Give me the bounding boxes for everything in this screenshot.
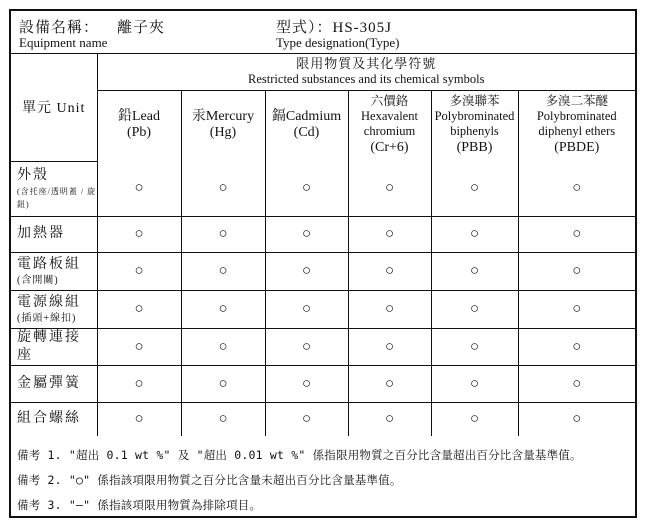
table-row <box>11 328 635 365</box>
substance-status-cell <box>431 216 518 252</box>
substance-status-cell <box>265 328 348 365</box>
not-exceeding-circle-icon: ○ <box>134 226 144 242</box>
not-exceeding-circle-icon: ○ <box>384 375 395 392</box>
not-exceeding-circle-icon: ○ <box>301 375 312 392</box>
substance-status-cell <box>97 328 181 365</box>
substance-status-cell <box>181 365 265 402</box>
not-exceeding-circle-icon: ○ <box>572 338 582 355</box>
substance-name-line: chromium <box>363 124 416 139</box>
unit-note: (插頭+線扣) <box>17 312 77 324</box>
not-exceeding-circle-icon: ○ <box>301 301 312 317</box>
remark-1: 備考 1. "超出 0.1 wt %" 及 "超出 0.01 wt %" 係指限用物質之百分比含量超出百分比含量基準值。 <box>17 448 582 462</box>
not-exceeding-circle-icon: ○ <box>572 226 582 242</box>
substance-name-line: 汞Mercury <box>191 109 255 125</box>
substance-status-cell <box>265 290 348 328</box>
substance-status-cell <box>265 402 348 436</box>
rohs-declaration-sheet <box>9 9 637 518</box>
substance-status-cell <box>265 216 348 252</box>
substance-status-cell <box>97 365 181 402</box>
not-exceeding-circle-icon: ○ <box>134 301 144 317</box>
unit-name: 組合螺絲 <box>17 411 81 427</box>
substance-status-cell <box>97 290 181 328</box>
table-row <box>11 161 635 216</box>
substance-name-line: Polybrominated <box>536 109 617 124</box>
substance-status-cell <box>265 161 348 216</box>
not-exceeding-circle-icon: ○ <box>469 411 480 428</box>
not-exceeding-circle-icon: ○ <box>572 375 582 392</box>
not-exceeding-circle-icon: ○ <box>218 338 228 355</box>
unit-cell <box>11 290 97 328</box>
substance-name-line: diphenyl ethers <box>538 124 616 139</box>
substance-name-line: Hexavalent <box>361 109 418 124</box>
substance-status-cell <box>348 365 431 402</box>
not-exceeding-circle-icon: ○ <box>572 180 582 197</box>
table-row <box>11 252 635 290</box>
not-exceeding-circle-icon: ○ <box>134 263 144 279</box>
substance-status-cell <box>348 328 431 365</box>
unit-name: 電源線組 <box>17 294 81 310</box>
substance-status-cell <box>97 402 181 436</box>
substance-status-cell <box>431 365 518 402</box>
not-exceeding-circle-icon: ○ <box>469 338 480 355</box>
not-exceeding-circle-icon: ○ <box>134 411 144 428</box>
substance-symbol: (Pb) <box>126 125 152 141</box>
substance-status-cell <box>181 290 265 328</box>
substance-status-cell <box>181 161 265 216</box>
substance-status-cell <box>348 252 431 290</box>
not-exceeding-circle-icon: ○ <box>469 226 480 242</box>
unit-column-header: 單元 Unit <box>11 53 97 161</box>
not-exceeding-circle-icon: ○ <box>384 263 395 279</box>
unit-name: 旋轉連接座 <box>17 329 81 363</box>
unit-name: 電路板組 <box>17 256 81 272</box>
not-exceeding-circle-icon: ○ <box>469 301 480 317</box>
substance-name-line: 鎘Cadmium <box>271 109 342 125</box>
not-exceeding-circle-icon: ○ <box>301 411 312 428</box>
not-exceeding-circle-icon: ○ <box>301 338 312 355</box>
unit-cell <box>11 402 97 436</box>
equipment-name-label-en: Equipment name <box>19 35 108 50</box>
not-exceeding-circle-icon: ○ <box>218 411 228 428</box>
table-row <box>11 365 635 402</box>
substance-name-line: 多溴二苯醚 <box>545 94 609 109</box>
substance-status-cell <box>265 365 348 402</box>
substance-status-cell <box>265 252 348 290</box>
unit-name: 金屬彈簧 <box>17 375 81 391</box>
unit-note: (含托座/透明蓋 / 旋鈕) <box>17 186 97 209</box>
substance-status-cell <box>181 252 265 290</box>
not-exceeding-circle-icon: ○ <box>384 301 395 317</box>
substance-status-cell <box>97 216 181 252</box>
substance-status-cell <box>431 161 518 216</box>
not-exceeding-circle-icon: ○ <box>301 180 312 197</box>
substance-header-5 <box>518 90 635 161</box>
restricted-substances-title-en: Restricted substances and its chemical symbols <box>248 71 485 86</box>
substance-name-line: biphenyls <box>450 124 499 139</box>
not-exceeding-circle-icon: ○ <box>572 263 582 279</box>
substance-header-2 <box>265 90 348 161</box>
substance-name-line: 多溴聯苯 <box>449 94 500 109</box>
unit-cell <box>11 161 97 216</box>
substance-header-0 <box>97 90 181 161</box>
table-row <box>11 402 635 436</box>
not-exceeding-circle-icon: ○ <box>218 226 228 242</box>
not-exceeding-circle-icon: ○ <box>384 226 395 242</box>
table-row <box>11 290 635 328</box>
substance-status-cell <box>518 365 635 402</box>
substance-status-cell <box>518 328 635 365</box>
substance-symbol: (Hg) <box>209 125 237 141</box>
substance-status-cell <box>431 328 518 365</box>
substance-status-cell <box>348 216 431 252</box>
unit-cell <box>11 328 97 365</box>
table-row <box>11 216 635 252</box>
not-exceeding-circle-icon: ○ <box>218 375 228 392</box>
document-header <box>11 11 635 54</box>
substance-name-line: 六價鉻 <box>370 94 409 109</box>
substance-header-1 <box>181 90 265 161</box>
not-exceeding-circle-icon: ○ <box>469 180 480 197</box>
not-exceeding-circle-icon: ○ <box>384 411 395 428</box>
substance-header-3 <box>348 90 431 161</box>
substance-status-cell <box>181 402 265 436</box>
restricted-substances-header <box>97 53 635 90</box>
not-exceeding-circle-icon: ○ <box>572 411 582 428</box>
substance-status-cell <box>348 161 431 216</box>
substance-symbol: (PBDE) <box>554 140 600 156</box>
remark-3: 備考 3. "—" 係指該項限用物質為排除項目。 <box>17 498 262 512</box>
not-exceeding-circle-icon: ○ <box>134 375 144 392</box>
restricted-substances-table <box>11 53 635 436</box>
substance-status-cell <box>348 290 431 328</box>
remark-2: 備考 2. "○" 係指該項限用物質之百分比含量未超出百分比含量基準值。 <box>17 473 402 487</box>
substance-status-cell <box>518 252 635 290</box>
not-exceeding-circle-icon: ○ <box>572 301 582 317</box>
not-exceeding-circle-icon: ○ <box>218 263 228 279</box>
not-exceeding-circle-icon: ○ <box>218 180 228 197</box>
not-exceeding-circle-icon: ○ <box>218 301 228 317</box>
substance-status-cell <box>518 290 635 328</box>
substance-status-cell <box>431 402 518 436</box>
substance-status-cell <box>181 328 265 365</box>
substance-status-cell <box>431 252 518 290</box>
substance-status-cell <box>348 402 431 436</box>
substance-status-cell <box>518 402 635 436</box>
not-exceeding-circle-icon: ○ <box>384 180 395 197</box>
not-exceeding-circle-icon: ○ <box>384 338 395 355</box>
type-designation-label-zh: 型式）：HS-305J <box>276 20 393 36</box>
not-exceeding-circle-icon: ○ <box>301 226 312 242</box>
restricted-substances-title-zh: 限用物質及其化學符號 <box>296 55 437 71</box>
substance-name-line: Polybrominated <box>434 109 515 124</box>
not-exceeding-circle-icon: ○ <box>134 338 144 355</box>
substance-status-cell <box>431 290 518 328</box>
equipment-name-label-zh: 設備名稱： <box>19 20 100 36</box>
substance-header-4 <box>431 90 518 161</box>
substance-header-row <box>11 90 635 161</box>
unit-cell <box>11 252 97 290</box>
substance-status-cell <box>181 216 265 252</box>
unit-name: 外殼 <box>17 167 49 183</box>
not-exceeding-circle-icon: ○ <box>469 375 480 392</box>
substance-status-cell <box>97 161 181 216</box>
table-header-row <box>11 53 635 90</box>
unit-note: (含開關) <box>17 274 59 286</box>
unit-cell <box>11 216 97 252</box>
not-exceeding-circle-icon: ○ <box>469 263 480 279</box>
substance-symbol: (PBB) <box>456 140 493 156</box>
not-exceeding-circle-icon: ○ <box>301 263 312 279</box>
type-designation-label-en: Type designation(Type) <box>276 35 400 50</box>
equipment-name-value: 離子夾 <box>117 20 166 36</box>
substance-status-cell <box>97 252 181 290</box>
substance-symbol: (Cd) <box>293 125 320 141</box>
unit-name: 加熱器 <box>17 226 65 241</box>
not-exceeding-circle-icon: ○ <box>134 180 144 197</box>
substance-name-line: 鉛Lead <box>118 109 160 125</box>
substance-status-cell <box>518 216 635 252</box>
substance-symbol: (Cr+6) <box>370 140 409 156</box>
unit-cell <box>11 365 97 402</box>
substance-status-cell <box>518 161 635 216</box>
